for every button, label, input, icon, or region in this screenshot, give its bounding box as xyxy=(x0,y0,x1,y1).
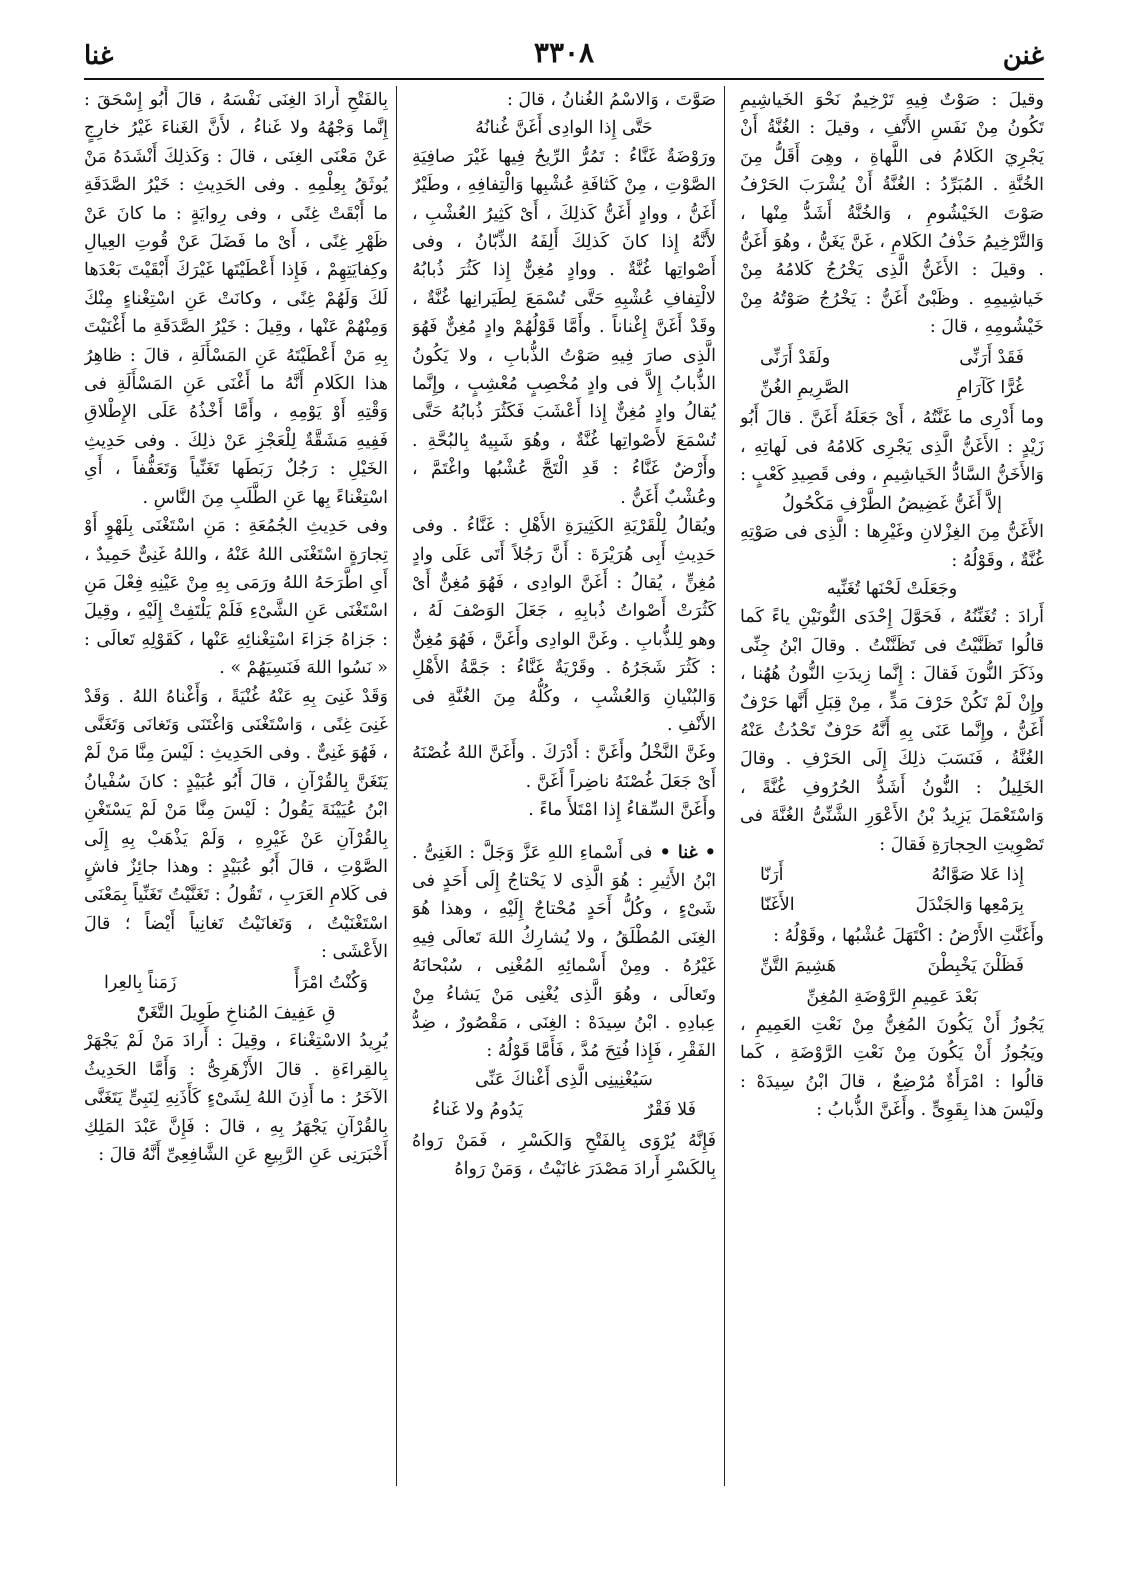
verse-line xyxy=(740,374,1044,402)
verse-hemistich: إِذا عَلا صَوَّانُهُ xyxy=(931,864,1024,885)
paragraph-text: وأَغَنَّ السِّقاءُ إِذا امْتَلأَ ماءً . xyxy=(528,800,716,821)
paragraph xyxy=(412,1127,716,1184)
paragraph xyxy=(412,143,716,512)
entry-headword: • غنا • xyxy=(652,842,716,863)
verse-hemistich: فَظَلْنَ يَخْبِطْنَ xyxy=(927,956,1024,977)
verse-line: حَتَّى إِذا الوادِى أَغَنَّ غُنانُهُ xyxy=(475,118,653,139)
paragraph xyxy=(740,404,1044,489)
verse-hemistich: هَشِيمَ التَّنِّ xyxy=(760,956,837,977)
paragraph-text: ويُقالُ لِلْقَرْيَةِ الكَثِيرَةِ الأَهْلِ : غَنَّاءُ . وفى حَدِيثِ أَبِى هُرَيْرَةَ : أَنَّ رَجُلاً أَتَى عَلَى وادٍ مُغِنٍّ ، يُقالُ : أَغَنَّ الوادِى ، فَهُوَ مُغِنٌّ أَىْ كَثُرَتْ أَصْواتُ ذُبابِهِ ، جَعَلَ الوَصْفَ لَهُ ، وهو لِلذُّبابِ . وغَنَّ الوادِى وأَغَنَّ ، فَهُوَ مُغِنٌّ : كَثُرَ شَجَرُهُ . وقَرْيَةٌ غَنَّاءُ : جَمَّةُ الأَهْلِ وَالبُنْيانِ وَالعُشْبِ ، وكُلُّهُ مِنَ الغُنَّةِ فى الأَنْفِ . xyxy=(412,516,716,735)
paragraph-text: فى أَسْماءِ اللهِ عَزَّ وَجَلَّ : الغَنِىُّ . ابْنُ الأَثِيرِ : هُوَ الَّذِى لا يَحْتاجُ إِلَى أَحَدٍ فى شَىْءٍ ، وكُلُّ أَحَدٍ مُحْتاجٌ إِلَيْهِ ، وهذا هُوَ الغِنَى المُطْلَقُ ، ولا يُشارِكُ اللهَ تَعالَى فِيهِ غَيْرُهُ . ومِنْ أَسْمائِهِ المُغْنِى ، سُبْحانَهُ وتَعالَى ، وهُوَ الَّذِى يُغْنِى مَنْ يَشاءُ مِنْ عِبادِهِ . ابْنُ سِيدَهْ : الغِنَى ، مَقْصُورٌ ، ضِدُّ الفَقْرِ ، فَإِذا فُتِحَ مُدَّ ، فَأَمَّا قَوْلُهُ : xyxy=(412,842,716,1062)
verse-hemistich: أَرَنّا xyxy=(760,864,784,885)
paragraph-text: أَرادَ : تُغَنِّنُهُ ، فَحَوَّلَ إِحْدَى النُّونَيْنِ ياءً كَما قالُوا تَظَنَّيْتُ فى تَظَنَّنْتُ . وقالَ ابْنُ جِنِّى وذَكَرَ النُّونَ فَقالَ : إِنَّما زِيدَتِ النُّونُ هُهُنا ، وإِنْ لَمْ تَكُنْ حَرْفَ مَدٍّ ، مِنْ قِبَلِ أَنَّها حَرْفٌ أَغَنُّ ، وإِنَّما عَنَى بِهِ أَنَّهُ حَرْفٌ تَحْدُثُ عَنْهُ الغُنَّةُ ، فَنَسَبَ ذلِكَ إِلَى الحَرْفِ . وقالَ الخَلِيلُ : النُّونُ أَشَدُّ الحُرُوفِ غُنَّةً ، وَاسْتَعْمَلَ يَزِيدُ بْنُ الأَعْوَرِ الشَّنِّىُّ الغُنَّةَ فى تَصْوِيتِ الحِجارَةِ فَقالَ : xyxy=(740,607,1044,855)
verse-line xyxy=(412,1096,716,1124)
paragraph xyxy=(740,518,1044,575)
verse-line: وجَعَلَتْ لَحْنَها تُغَنِّيه xyxy=(826,578,958,599)
verse-hemistich: يَدُومُ ولا غَناءُ xyxy=(432,1100,523,1121)
verse-hemistich: غُرًّا كَآرَامِ xyxy=(956,378,1024,399)
column-separator xyxy=(396,86,397,1486)
text-columns xyxy=(84,86,1044,1546)
header-root-word-left: غنا xyxy=(84,41,114,71)
paragraph-text: يَجُوزُ أَنْ يَكُونَ المُغِنُّ مِنْ نَعْتِ العَمِيمِ ، ويَجُوزُ أَنْ يَكُونَ مِنْ نَعْتِ الرَّوْضَةِ ، كَما قالُوا : امْرَأَةٌ مُرْضِعٌ ، قالَ ابْنُ سِيدَهْ : ولَيْسَ هذا بِقَوِىٍّ . وأَغَنَّ الذُّبابُ : xyxy=(740,1015,1044,1121)
paragraph xyxy=(412,86,716,114)
paragraph-text: وما أَدْرِى ما غَنَّتُهُ ، أَىْ جَعَلَهُ أَغَنَّ . قالَ أَبُو زَيْدٍ : الأَغَنُّ الَّذِى يَجْرِى كَلامُهُ فى لَهاتِهِ ، وَالأَخَنُّ السَّادُّ الخَياشِيمِ ، وفى قَصِيدِ كَعْبٍ : xyxy=(740,408,1044,486)
verse-hemistich: فَلا فَقْرٌ xyxy=(644,1100,696,1121)
verse-hemistich: الأَغَنّا xyxy=(760,895,795,916)
paragraph xyxy=(412,739,716,796)
header-root-word-right: غنن xyxy=(1002,41,1044,71)
column-middle xyxy=(412,86,716,1546)
verse-hemistich: فَقَدْ أَرَنِّى xyxy=(959,347,1024,368)
paragraph-text: وقيلَ : صَوْتٌ فِيهِ تَرْخِيمٌ نَحْوَ الخَياشِيمِ تَكُونُ مِنْ نَفَسِ الأَنْفِ ، وقيلَ : الغُنَّةُ أَنْ يَجْرِيَ الكَلامُ فى اللَّهاةِ ، وهِىَ أَقَلُّ مِنَ الخُنَّةِ . المُبَرِّدُ : الغُنَّةُ أَنْ يُشْرَبَ الحَرْفُ صَوْتَ الخَيْشُومِ ، وَالخُنَّةُ أَشَدُّ مِنْها ، وَالتَّرْخِيمُ حَذْفُ الكَلامِ ، غَنَّ يَغَنُّ ، وهُوَ أَغَنُّ . وقيلَ : الأَغَنُّ الَّذِى يَخْرُجُ كَلامُهُ مِنْ خَياشِيمِهِ . وظَبْىٌ أَغَنُّ : يَخْرُجُ صَوْتُهُ مِنْ خَيْشُومِهِ ، قالَ : xyxy=(740,90,1044,338)
verse-line xyxy=(84,969,388,997)
page-header xyxy=(84,36,1044,76)
paragraph-text: صَوَّتَ ، وَالاسْمُ الغُنانُ ، قالَ : xyxy=(506,90,716,110)
header-rule xyxy=(84,78,1044,80)
verse-line xyxy=(740,861,1044,889)
verse-hemistich: بِرَمْعِها وَالجَنْدَلَ xyxy=(915,895,1024,916)
verse-line xyxy=(740,344,1044,372)
verse-hemistich: ولَقَدْ أَرَنِّى xyxy=(760,347,831,368)
column-right xyxy=(740,86,1044,1546)
paragraph xyxy=(740,922,1044,950)
paragraph xyxy=(740,86,1044,342)
paragraph-text: وغَنَّ النَّخْلُ وأَغَنَّ : أَدْرَكَ . وأَغَنَّ اللهُ غُصْنَهُ أَىْ جَعَلَ غُصْنَهُ ناضِراً أَغَنَّ . xyxy=(412,743,716,792)
paragraph-text: وأَغَنَّتِ الأَرْضُ : اكْتَهَلَ عُشْبُها ، وقَوْلُهُ : xyxy=(773,925,1044,946)
verse-hemistich: وَكُنْتُ امْرَأً xyxy=(294,972,368,993)
paragraph xyxy=(412,839,716,1066)
paragraph-text: فَإِنَّهُ يُرْوَى بِالفَتْحِ وَالكَسْرِ ، فَمَنْ رَواهُ بِالكَسْرِ أَرادَ مَصْدَرَ غانَيْتُ ، وَمَنْ رَواهُ xyxy=(412,1130,716,1180)
paragraph xyxy=(84,86,388,512)
paragraph-text: يُرِيدُ الاسْتِغْناءَ ، وقِيلَ : أَرادَ مَنْ لَمْ يَجْهَرْ بِالقِراءَةِ . قالَ الأَزْهَرِىُّ : وَأَمَّا الحَدِيثُ الآخَرُ : ما أَذِنَ اللهُ لِشَىْءٍ كَأَذَنِهِ لِنَبِىٍّ يَتَغَنَّى بِالقُرْآنِ يَجْهَرُ بِهِ ، قالَ : فَإِنَّ عَبْدَ المَلِكِ أَخْبَرَنِى عَنِ الرَّبِيعِ عَنِ الشَّافِعِىِّ أَنَّهُ قالَ : xyxy=(84,1031,388,1166)
paragraph xyxy=(412,796,716,824)
verse-line xyxy=(740,952,1044,980)
paragraph xyxy=(84,512,388,682)
verse-line: بَعْدَ عَمِيمِ الرَّوْضَةِ المُغِنِّ xyxy=(806,986,978,1007)
paragraph-text: وفى حَدِيثِ الجُمُعَةِ : مَنِ اسْتَغْنَى بِلَهْوٍ أَوْ تِجارَةٍ اسْتَغْنَى اللهُ عَنْهُ ، واللهُ غَنِىٌّ حَمِيدٌ ، أَىِ اطَّرَحَهُ اللهُ ورَمَى بِهِ مِنْ عَيْنِهِ فِعْلَ مَنِ اسْتَغْنَى عَنِ الشَّىْءِ فَلَمْ يَلْتَفِتْ إِلَيْهِ ، وقِيلَ : جَزاهُ جَزاءَ اسْتِغْنائِهِ عَنْها ، كَقَوْلِهِ تَعالَى : « نَسُوا اللهَ فَنَسِيَهُمْ » . xyxy=(84,516,388,679)
verse-hemistich: زَمَناً بِالعِرا xyxy=(104,972,177,993)
page-number: ٣٣٠٨ xyxy=(533,36,595,69)
paragraph-text: وَقَدْ غَنِىَ بِهِ عَنْهُ غُنْيَةً ، وَأَغْناهُ اللهُ . وَقَدْ غَنِىَ غِنًى ، وَاسْتَغْنَى وَاغْتَنَى وَتَغانَى وَتَغَنَّى ، فَهُوَ غَنِىٌّ . وفى الحَدِيثِ : لَيْسَ مِنَّا مَنْ لَمْ يَتَغَنَّ بِالقُرْآنِ ، قالَ أَبُو عُبَيْدٍ : كانَ سُفْيانُ ابْنُ عُيَيْنَةَ يَقُولُ : لَيْسَ مِنَّا مَنْ لَمْ يَسْتَغْنِ بِالقُرْآنِ عَنْ غَيْرِهِ ، وَلَمْ يَذْهَبْ بِهِ إِلَى الصَّوْتِ ، قالَ أَبُو عُبَيْدٍ : وهذا جائِزٌ فاشٍ فى كَلامِ العَرَبِ ، تَقُولُ : تَغَنَّيْتُ تَغَنِّياً بِمَعْنَى اسْتَغْنَيْتُ ، وَتَغانَيْتُ تَغانِياً أَيْضاً ؛ قالَ الأَعْشَى : xyxy=(84,686,388,963)
paragraph xyxy=(84,1027,388,1169)
verse-line: قِ عَفِيفَ المُناخِ طَوِيلَ التَّغَنّْ xyxy=(136,1003,336,1023)
verse-line: إلاَّ أَغَنُّ غَضِيضُ الطَّرْفِ مَكْحُولُ xyxy=(782,493,1002,514)
paragraph xyxy=(740,1011,1044,1125)
verse-line xyxy=(740,891,1044,919)
paragraph xyxy=(412,512,716,739)
paragraph xyxy=(740,603,1044,859)
paragraph-text: الأَغَنُّ مِنَ الغِزْلانِ وغَيْرِها : الَّذِى فى صَوْتِهِ غُنَّةٌ ، وقَوْلُهُ : xyxy=(740,522,1044,571)
entry-gap xyxy=(412,825,716,839)
verse-line: سَيُغْنِينِى الَّذِى أَغْناكَ عَنِّى xyxy=(475,1069,653,1090)
paragraph-text: بِالفَتْحِ أَرادَ الغِنَى نَفْسَهُ ، قالَ أَبُو إِسْحَقَ : إِنَّما وَجْهُهُ ولا غَناءُ ، لأَنَّ الغَناءَ غَيْرُ خارِجٍ عَنْ مَعْنَى الغِنَى ، قالَ : وَكَذلِكَ أَنْشَدَهُ مَنْ يُوثَقُ بِعِلْمِهِ . وفى الحَدِيثِ : خَيْرُ الصَّدَقَةِ ما أَبْقَتْ غِنًى ، وفى رِوايَةٍ : ما كانَ عَنْ ظَهْرِ غِنًى ، أَىْ ما فَضَلَ عَنْ قُوتِ العِيالِ وكِفايَتِهِمْ ، فَإِذا أَعْطَيْتَها غَيْرَكَ أَبْقَيْتَ بَعْدَها لَكَ وَلَهُمْ غِنًى ، وكانَتْ عَنِ اسْتِغْناءٍ مِنْكَ وَمِنْهُمْ عَنْها ، وقِيلَ : خَيْرُ الصَّدَقَةِ ما أَغْنَيْتَ بِهِ مَنْ أَعْطَيْتَهُ عَنِ المَسْأَلَةِ ، قالَ : ظاهِرُ هذا الكَلامِ أَنَّهُ ما أَغْنَى عَنِ المَسْأَلَةِ فى وَقْتِهِ أَوْ يَوْمِهِ ، وأَمَّا أَخْذُهُ عَلَى الإِطْلاقِ فَفِيهِ مَشَقَّةٌ لِلْعَجْزِ عَنْ ذلِكَ . وفى حَدِيثِ الخَيْلِ : رَجُلٌ رَبَطَها تَغَنِّياً وَتَعَفُّفاً ، أَىِ اسْتِغْناءً بِها عَنِ الطَّلَبِ مِنَ النَّاسِ . xyxy=(84,90,388,508)
paragraph-text: ورَوْضَةٌ غَنَّاءُ : تَمُرُّ الرِّيحُ فِيها غَيْرَ صافِيَةِ الصَّوْتِ ، مِنْ كَثافَةِ عُشْبِها وَالْتِفافِهِ ، وطَيْرٌ أَغَنُّ ، ووادٍ أَغَنُّ كَذلِكَ ، أَىْ كَثِيرُ العُشْبِ ، لأَنَّهُ إِذا كانَ كَذلِكَ أَلِفَهُ الذِّبّانُ ، وفى أَصْواتِها غُنَّةٌ . ووادٍ مُغِنٌّ إِذا كَثُرَ ذُبابُهُ لالْتِفافِ عُشْبِهِ حَتَّى تُسْمَعَ لِطَيَرانِها غُنَّةٌ ، وقَدْ أَغَنَّ إِغْناناً . وأَمَّا قَوْلُهُمْ وادٍ مُغِنٌّ فَهُوَ الَّذِى صارَ فِيهِ صَوْتُ الذُّبابِ ، ولا يَكُونُ الذُّبابُ إِلاَّ فى وادٍ مُخْصِبٍ مُعْشِبٍ ، وإِنَّما يُقالُ وادٍ مُغِنٌّ إِذا أَعْشَبَ فَكَثُرَ ذُبابُهُ حَتَّى تُسْمَعَ لأَصْواتِها غُنَّةٌ ، وهُوَ شَبِيهٌ بِالبُحَّةِ . وأَرْضٌ غَنَّاءُ : قَدِ الْتَجَّ عُشْبُها واغْتَمَّ ، وعُشْبٌ أَغَنُّ . xyxy=(412,146,716,508)
verse-hemistich: الصَّرِيمِ الغُنِّ xyxy=(760,378,850,399)
column-separator xyxy=(724,86,725,1486)
column-left xyxy=(84,86,388,1546)
paragraph xyxy=(84,683,388,967)
